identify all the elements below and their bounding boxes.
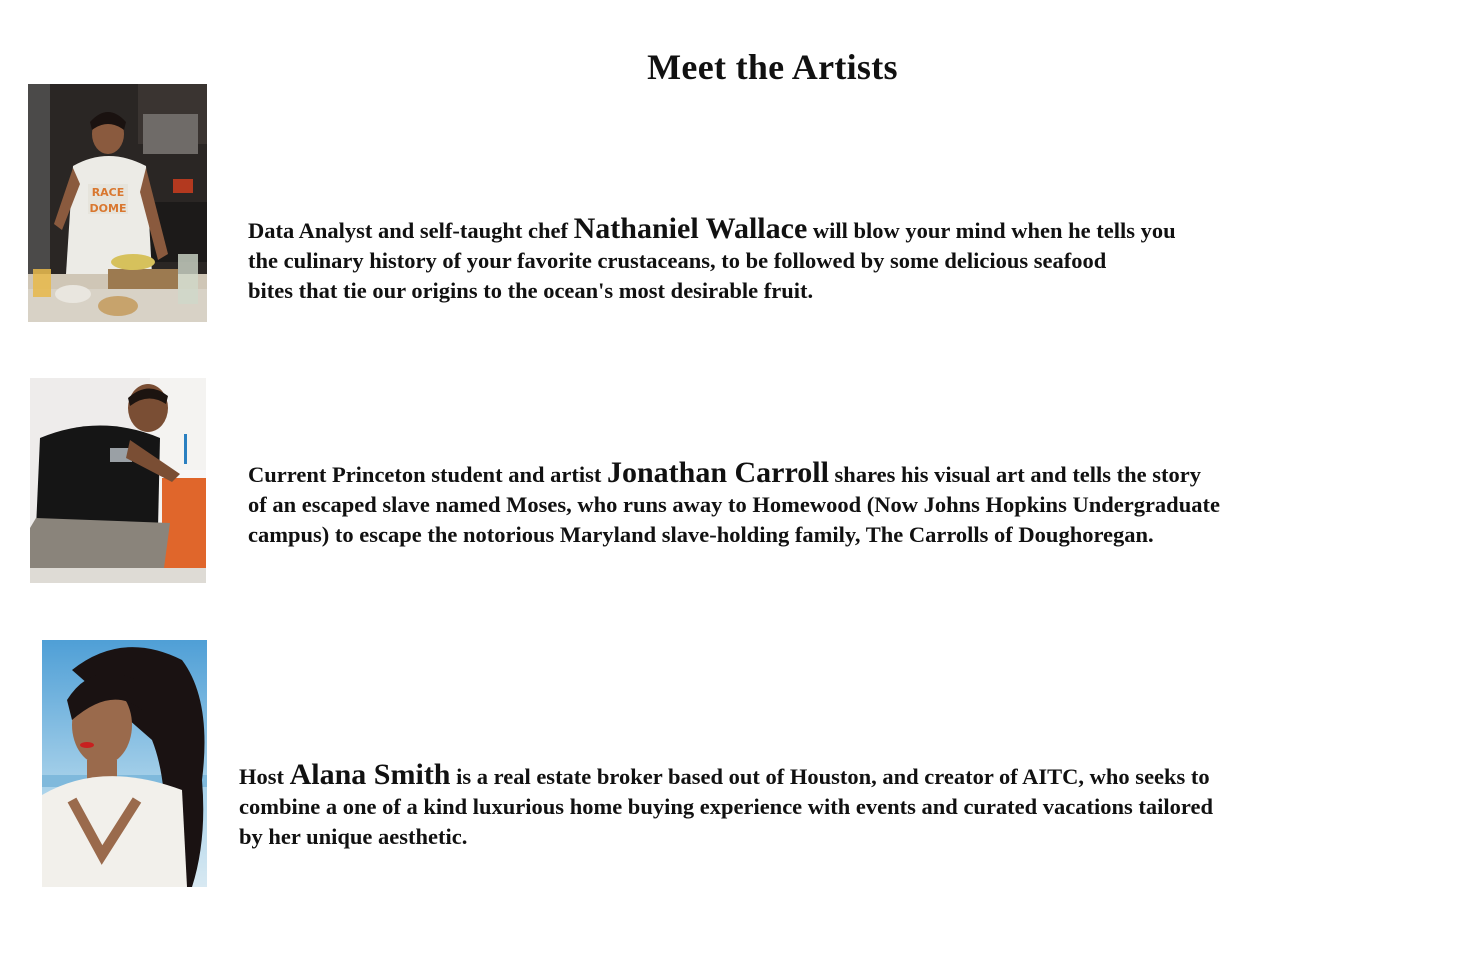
bio-text: Current Princeton student and artist (248, 462, 607, 487)
bio-line: campus) to escape the notorious Maryland slave-holding family, The Carrolls of Doughoregan. (248, 522, 1154, 547)
bio-text: will blow your mind when he tells you (807, 218, 1176, 243)
artist-name: Jonathan Carroll (606, 456, 829, 489)
bio-line (248, 458, 1220, 490)
bio-line: bites that tie our origins to the ocean's most desirable fruit. (248, 278, 814, 303)
bio-line (239, 760, 1213, 792)
artist-photo-jonathan-carroll (30, 378, 206, 583)
artist-name: Nathaniel Wallace (573, 212, 808, 245)
bio-text: shares his visual art and tells the story (828, 462, 1202, 487)
bio-line: of an escaped slave named Moses, who runs away to Homewood (Now Johns Hopkins Undergraduate (248, 492, 1220, 517)
kitchen-photo-illustration (28, 84, 207, 322)
artist-bio-nathaniel-wallace (248, 214, 1176, 306)
bio-line: combine a one of a kind luxurious home buying experience with events and curated vacations tailored (239, 794, 1213, 819)
artist-photo-nathaniel-wallace (28, 84, 207, 322)
bio-text: Data Analyst and self-taught chef (248, 218, 574, 243)
bio-line: the culinary history of your favorite crustaceans, to be followed by some delicious seafood (248, 248, 1107, 273)
studio-photo-illustration (30, 378, 206, 583)
page-title: Meet the Artists (647, 47, 898, 88)
artist-bio-alana-smith (239, 760, 1213, 852)
svg-text:DOME: DOME (89, 202, 127, 215)
bio-text: is a real estate broker based out of Houston, and creator of AITC, who seeks to (450, 764, 1210, 789)
portrait-photo-illustration (42, 640, 207, 887)
artist-bio-jonathan-carroll (248, 458, 1220, 550)
bio-line (248, 214, 1176, 246)
bio-text: Host (239, 764, 290, 789)
svg-text:RACE: RACE (91, 186, 125, 199)
artist-name: Alana Smith (289, 758, 451, 791)
bio-line: by her unique aesthetic. (239, 824, 468, 849)
artist-photo-alana-smith (42, 640, 207, 887)
